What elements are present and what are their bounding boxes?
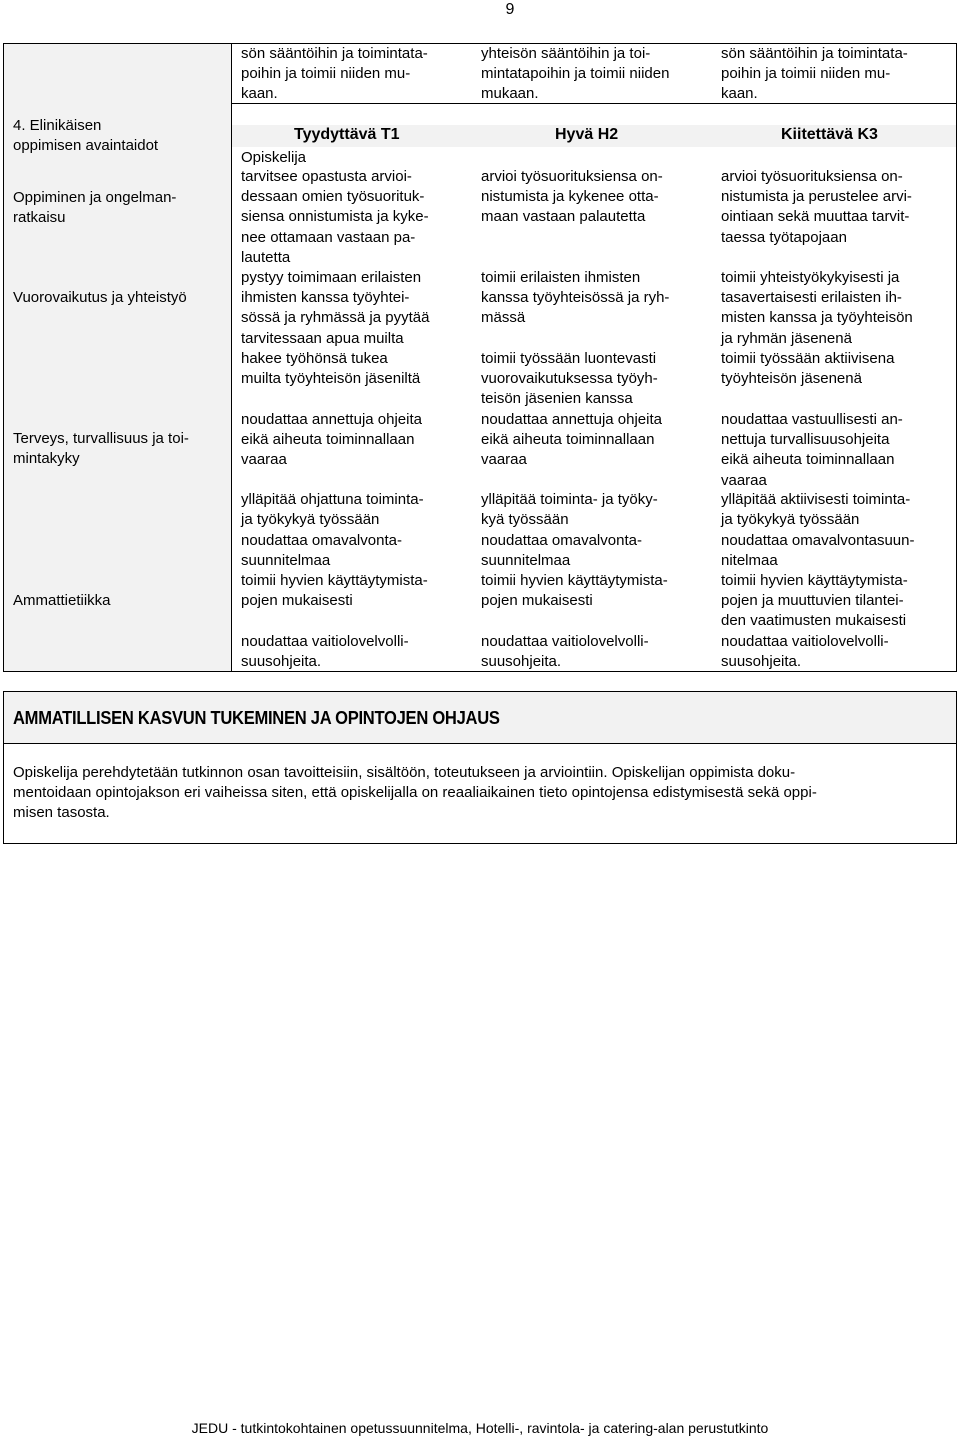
learning-k3: arvioi työsuorituksiensa on- nistumista ja perustelee arvi- ointiaan sekä muuttaa tarvit- taessa työtapojaan bbox=[721, 168, 912, 246]
ethics2-h2: noudattaa vaitiolovelvolli- suusohjeita. bbox=[481, 633, 649, 671]
top-row-k3: sön sääntöihin ja toimintata- poihin ja toimii niiden mu- kaan. bbox=[721, 45, 908, 103]
health2-h2: ylläpitää toiminta- ja työky- kyä työssään bbox=[481, 491, 658, 529]
key-skills-title: 4. Elinikäisen oppimisen avaintaidot bbox=[13, 117, 159, 155]
interaction1-k3: toimii yhteistyökykyisesti ja tasavertaisesti erilaisten ih- misten kanssa ja työyhteisön ja ryhmän jäsenenä bbox=[721, 269, 913, 347]
page-number: 9 bbox=[505, 1, 515, 18]
health2-t1: ylläpitää ohjattuna toiminta- ja työkykyä työssään bbox=[241, 491, 424, 529]
health3-t1: noudattaa omavalvonta- suunnitelmaa bbox=[241, 532, 402, 570]
learning-h2: arvioi työsuorituksiensa on- nistumista ja kykenee otta- maan vastaan palautetta bbox=[481, 168, 663, 226]
label-interaction: Vuorovaikutus ja yhteistyö bbox=[13, 289, 187, 306]
top-row-h2: yhteisön sääntöihin ja toi- mintatapoihin ja toimii niiden mukaan. bbox=[481, 45, 670, 103]
interaction2-k3: toimii työssään aktiivisena työyhteisön jäsenenä bbox=[721, 350, 895, 388]
health1-h2: noudattaa annettuja ohjeita eikä aiheuta toiminnallaan vaaraa bbox=[481, 411, 662, 469]
label-learning: Oppiminen ja ongelman- ratkaisu bbox=[13, 189, 177, 227]
ethics1-t1: toimii hyvien käyttäytymista- pojen mukaisesti bbox=[241, 572, 428, 610]
ethics1-k3: toimii hyvien käyttäytymista- pojen ja muuttuvien tilantei- den vaatimusten mukaisesti bbox=[721, 572, 908, 630]
health2-k3: ylläpitää aktiivisesti toiminta- ja työkykyä työssään bbox=[721, 491, 911, 529]
header-k3: Kiitettävä K3 bbox=[781, 126, 878, 143]
header-h2: Hyvä H2 bbox=[555, 126, 619, 143]
learning-t1: tarvitsee opastusta arvioi- dessaan omien työsuorituk- siensa onnistumista ja kyke- nee ottamaan vastaan pa- lautetta bbox=[241, 168, 429, 266]
ethics2-k3: noudattaa vaitiolovelvolli- suusohjeita. bbox=[721, 633, 889, 671]
health1-t1: noudattaa annettuja ohjeita eikä aiheuta toiminnallaan vaaraa bbox=[241, 411, 422, 469]
top-row-t1: sön sääntöihin ja toimintata- poihin ja toimii niiden mu- kaan. bbox=[241, 45, 428, 103]
interaction2-h2: toimii työssään luontevasti vuorovaikutuksessa työyh- teisön jäsenien kanssa bbox=[481, 350, 658, 408]
section-title: AMMATILLISEN KASVUN TUKEMINEN JA OPINTOJEN OHJAUS bbox=[13, 708, 500, 728]
interaction1-t1: pystyy toimimaan erilaisten ihmisten kanssa työyhtei- sössä ja ryhmässä ja pyytää tarvitessaan apua muilta bbox=[241, 269, 430, 347]
page-footer: JEDU - tutkintokohtainen opetussuunnitelma, Hotelli-, ravintola- ja catering-alan perustutkinto bbox=[191, 1420, 769, 1436]
label-ethics: Ammattietiikka bbox=[13, 592, 111, 609]
label-health: Terveys, turvallisuus ja toi- mintakyky bbox=[13, 430, 189, 468]
health3-k3: noudattaa omavalvontasuun- nitelmaa bbox=[721, 532, 915, 570]
interaction2-t1: hakee työhönsä tukea muilta työyhteisön jäseniltä bbox=[241, 350, 421, 388]
ethics2-t1: noudattaa vaitiolovelvolli- suusohjeita. bbox=[241, 633, 409, 671]
section-body: Opiskelija perehdytetään tutkinnon osan tavoitteisiin, sisältöön, toteutukseen ja arviointiin. Opiskelijan oppimista doku- mentoidaan opintojakson eri vaiheissa siten, että opiskelijalla on reaaliaikainen tieto opintojensa edistymisestä sekä oppi- misen tasosta. bbox=[13, 764, 817, 822]
interaction1-h2: toimii erilaisten ihmisten kanssa työyhteisössä ja ryh- mässä bbox=[481, 269, 670, 327]
health3-h2: noudattaa omavalvonta- suunnitelmaa bbox=[481, 532, 642, 570]
ethics1-h2: toimii hyvien käyttäytymista- pojen mukaisesti bbox=[481, 572, 668, 610]
health1-k3: noudattaa vastuullisesti an- nettuja turvallisuusohjeita eikä aiheuta toiminnallaan vaaraa bbox=[721, 411, 903, 489]
header-t1: Tyydyttävä T1 bbox=[294, 126, 400, 143]
student-label: Opiskelija bbox=[241, 149, 307, 166]
